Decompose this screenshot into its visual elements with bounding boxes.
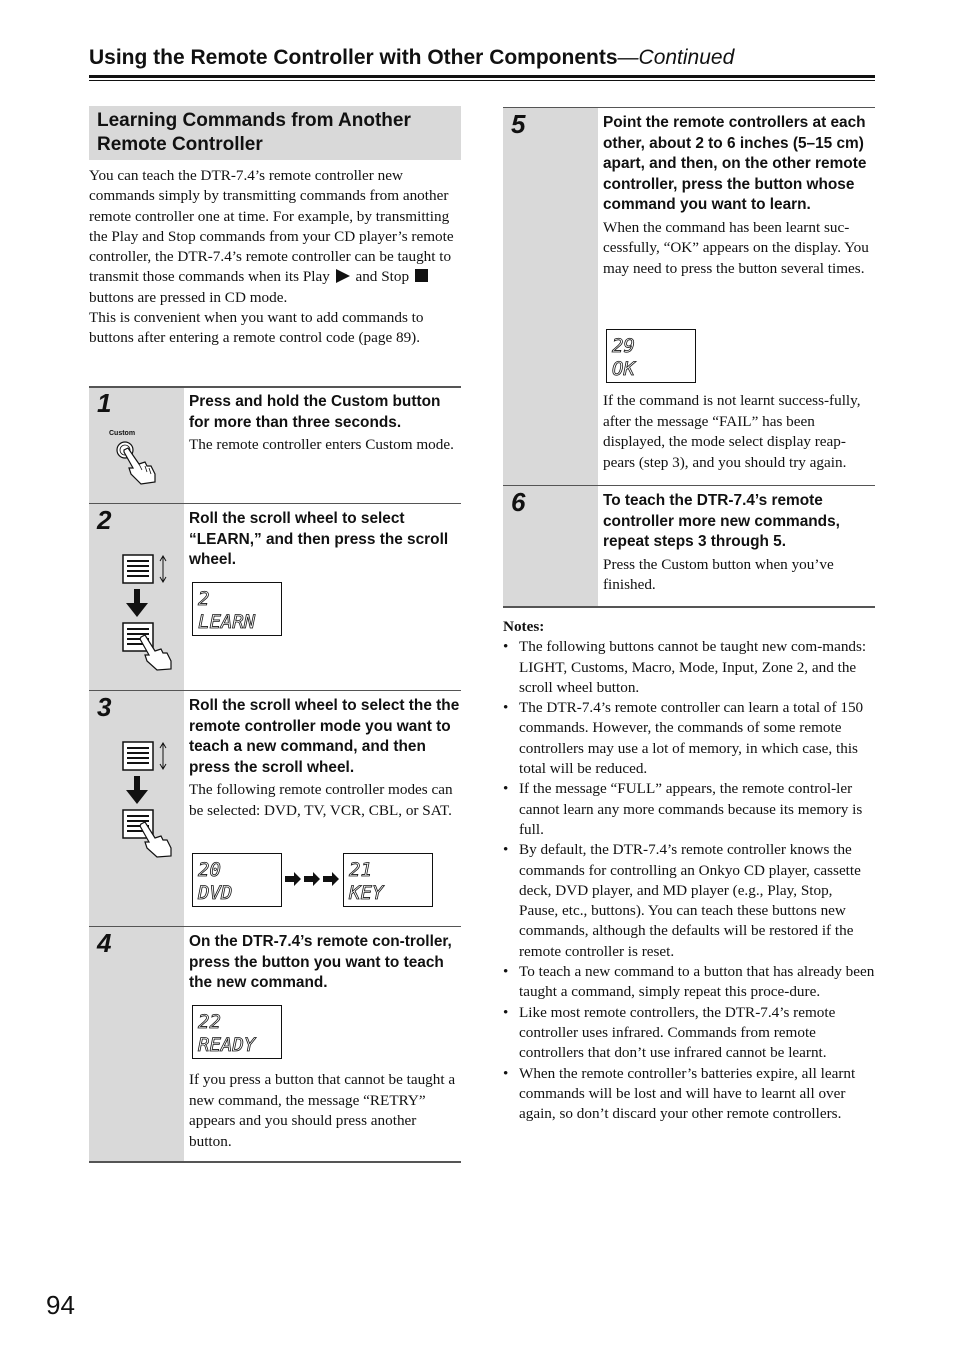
step-2-number: 2 bbox=[97, 505, 112, 535]
step-1-number: 1 bbox=[97, 388, 112, 418]
step-divider bbox=[89, 386, 461, 388]
lcd-display-dvd bbox=[192, 853, 282, 907]
custom-button-label: Custom bbox=[109, 430, 136, 437]
step-6-text bbox=[603, 491, 875, 596]
step-2-text bbox=[189, 509, 461, 571]
lcd-line-2: READY bbox=[198, 1034, 256, 1056]
step-5-detail-2: If the command is not learnt success-fully, after the message “FAIL” has been displayed, the mode select display reap-pears (step 3), and you should try again. bbox=[603, 392, 861, 471]
header-title: Using the Remote Controller with Other Components bbox=[89, 46, 618, 69]
left-column-bottom-rule bbox=[89, 1161, 461, 1163]
note-item: • The DTR-7.4’s remote controller can learn a total of 150 commands. However, the commands of some remote controllers may use a lot of memory, in which case, this total will be reduced. bbox=[503, 698, 875, 779]
note-item: • If the message “FULL” appears, the remote control-ler cannot learn any more commands because its memory is full. bbox=[503, 779, 875, 840]
lcd-line-2: LEARN bbox=[198, 611, 256, 633]
step-6-detail: Press the Custom button when you’ve finished. bbox=[603, 555, 834, 593]
notes-list bbox=[503, 637, 875, 1124]
notes-section bbox=[503, 617, 875, 1124]
note-item: • Like most remote controllers, the DTR-7.4’s remote controller uses infrared. Commands from remote controllers that don’t use infrared cannot be learnt. bbox=[503, 1003, 875, 1064]
lcd-display-key bbox=[343, 853, 433, 907]
step-divider bbox=[89, 690, 461, 691]
step-6-instruction: To teach the DTR-7.4’s remote controller more new commands, repeat steps 3 through 5. bbox=[603, 492, 840, 550]
step-1-text bbox=[189, 392, 461, 456]
step-divider bbox=[503, 485, 875, 486]
intro-p1-c: buttons are pressed in CD mode. bbox=[89, 288, 288, 306]
note-item: • By default, the DTR-7.4’s remote controller knows the commands for controlling an Onkyo CD player, cassette deck, DVD player, and MD player (e.g., Play, Stop, Pause, etc., buttons). You can teach these buttons new commands, although the defaults will be restored if the remote controller is reset. bbox=[503, 840, 875, 962]
step-divider bbox=[89, 926, 461, 927]
step-3-number: 3 bbox=[97, 692, 112, 722]
step-1-detail: The remote controller enters Custom mode. bbox=[189, 436, 454, 453]
lcd-line-2: KEY bbox=[349, 882, 384, 904]
lcd-display-learn bbox=[192, 582, 282, 636]
custom-button-icon bbox=[107, 430, 167, 486]
lcd-display-ok bbox=[606, 329, 696, 383]
lcd-line-1: 29 bbox=[612, 335, 635, 357]
right-column-bottom-rule bbox=[503, 606, 875, 608]
intro-p1-b: and Stop bbox=[355, 268, 410, 286]
step-6 bbox=[503, 485, 875, 606]
step-3-text bbox=[189, 696, 461, 821]
step-4-text bbox=[189, 932, 461, 994]
notes-title: Notes: bbox=[503, 618, 545, 635]
step-5-instruction: Point the remote controllers at each other, about 2 to 6 inches (5–15 cm) apart, and then, on the other remote controller, press the button whose command you want to learn. bbox=[603, 114, 867, 213]
step-3-detail: The following remote controller modes can be selected: DVD, TV, VCR, CBL, or SAT. bbox=[189, 781, 453, 819]
step-5-number: 5 bbox=[511, 109, 526, 139]
lcd-line-1: 20 bbox=[198, 859, 221, 881]
step-3 bbox=[89, 690, 461, 926]
lcd-line-2: OK bbox=[612, 358, 635, 380]
step-2 bbox=[89, 503, 461, 690]
lcd-display-ready bbox=[192, 1005, 282, 1059]
lcd-line-1: 21 bbox=[349, 859, 372, 881]
step-4-panel bbox=[89, 926, 184, 1162]
step-1 bbox=[89, 386, 461, 503]
step-5-panel bbox=[503, 107, 598, 485]
lcd-line-1: 22 bbox=[198, 1011, 221, 1033]
step-divider bbox=[503, 107, 875, 108]
step-3-instruction: Roll the scroll wheel to select the the remote controller mode you want to teach a new command, and then press the scroll wheel. bbox=[189, 697, 460, 776]
step-divider bbox=[89, 503, 461, 504]
stop-icon bbox=[415, 269, 428, 282]
step-1-instruction: Press and hold the Custom button for more than three seconds. bbox=[189, 393, 441, 431]
section-title-box bbox=[89, 106, 461, 160]
note-item: • To teach a new command to a button that has already been taught a command, simply repeat this proce-dure. bbox=[503, 962, 875, 1003]
header-rule-thin bbox=[89, 80, 875, 81]
header-continued: —Continued bbox=[617, 46, 735, 69]
play-icon bbox=[336, 269, 350, 283]
step-4-instruction: On the DTR-7.4’s remote con-troller, press the button you want to teach the new command. bbox=[189, 933, 452, 991]
step-5 bbox=[503, 107, 875, 485]
arrow-sequence-icon bbox=[285, 869, 341, 889]
intro-paragraph-2: This is convenient when you want to add commands to buttons after entering a remote control code (page 89). bbox=[89, 309, 424, 347]
step-5-text bbox=[603, 113, 875, 279]
intro-text bbox=[89, 166, 463, 349]
step-2-instruction: Roll the scroll wheel to select “LEARN,” and then press the scroll wheel. bbox=[189, 510, 449, 568]
note-item: • The following buttons cannot be taught new com-mands: LIGHT, Customs, Macro, Mode, Input, Zone 2, and the scroll wheel button. bbox=[503, 637, 875, 698]
step-4-number: 4 bbox=[97, 928, 112, 958]
lcd-line-2: DVD bbox=[198, 882, 233, 904]
press-hand-icon bbox=[107, 430, 167, 486]
step-6-number: 6 bbox=[511, 487, 526, 517]
step-4-detail: If you press a button that cannot be taught a new command, the message “RETRY” appears and you should press another button. bbox=[189, 1071, 456, 1150]
lcd-line-1: 2 bbox=[198, 588, 210, 610]
scroll-wheel-roll-press-icon bbox=[119, 740, 189, 858]
note-item: • When the remote controller’s batteries expire, all learnt commands will be lost and will have to learnt all over again, so don’t discard your other remote controllers. bbox=[503, 1064, 875, 1125]
intro-p1-a: You can teach the DTR-7.4’s remote controller new commands simply by transmitting commands from another remote controller one at time. For example, by transmitting the Play and Stop commands from your CD player’s remote controller, the DTR-7.4’s remote controller can be taught to transmit those commands when its Play bbox=[89, 167, 454, 286]
header-rule bbox=[89, 75, 875, 78]
scroll-wheel-roll-press-icon bbox=[119, 553, 189, 671]
step-4 bbox=[89, 926, 461, 1162]
section-title: Learning Commands from Another Remote Controller bbox=[97, 110, 411, 155]
page-header bbox=[89, 44, 875, 72]
step-5-detail: When the command has been learnt suc-cessfully, “OK” appears on the display. You may need to press the button several times. bbox=[603, 218, 869, 277]
page-number: 94 bbox=[46, 1290, 75, 1320]
intro-paragraph-1 bbox=[89, 166, 463, 308]
header-title-line bbox=[89, 44, 875, 72]
